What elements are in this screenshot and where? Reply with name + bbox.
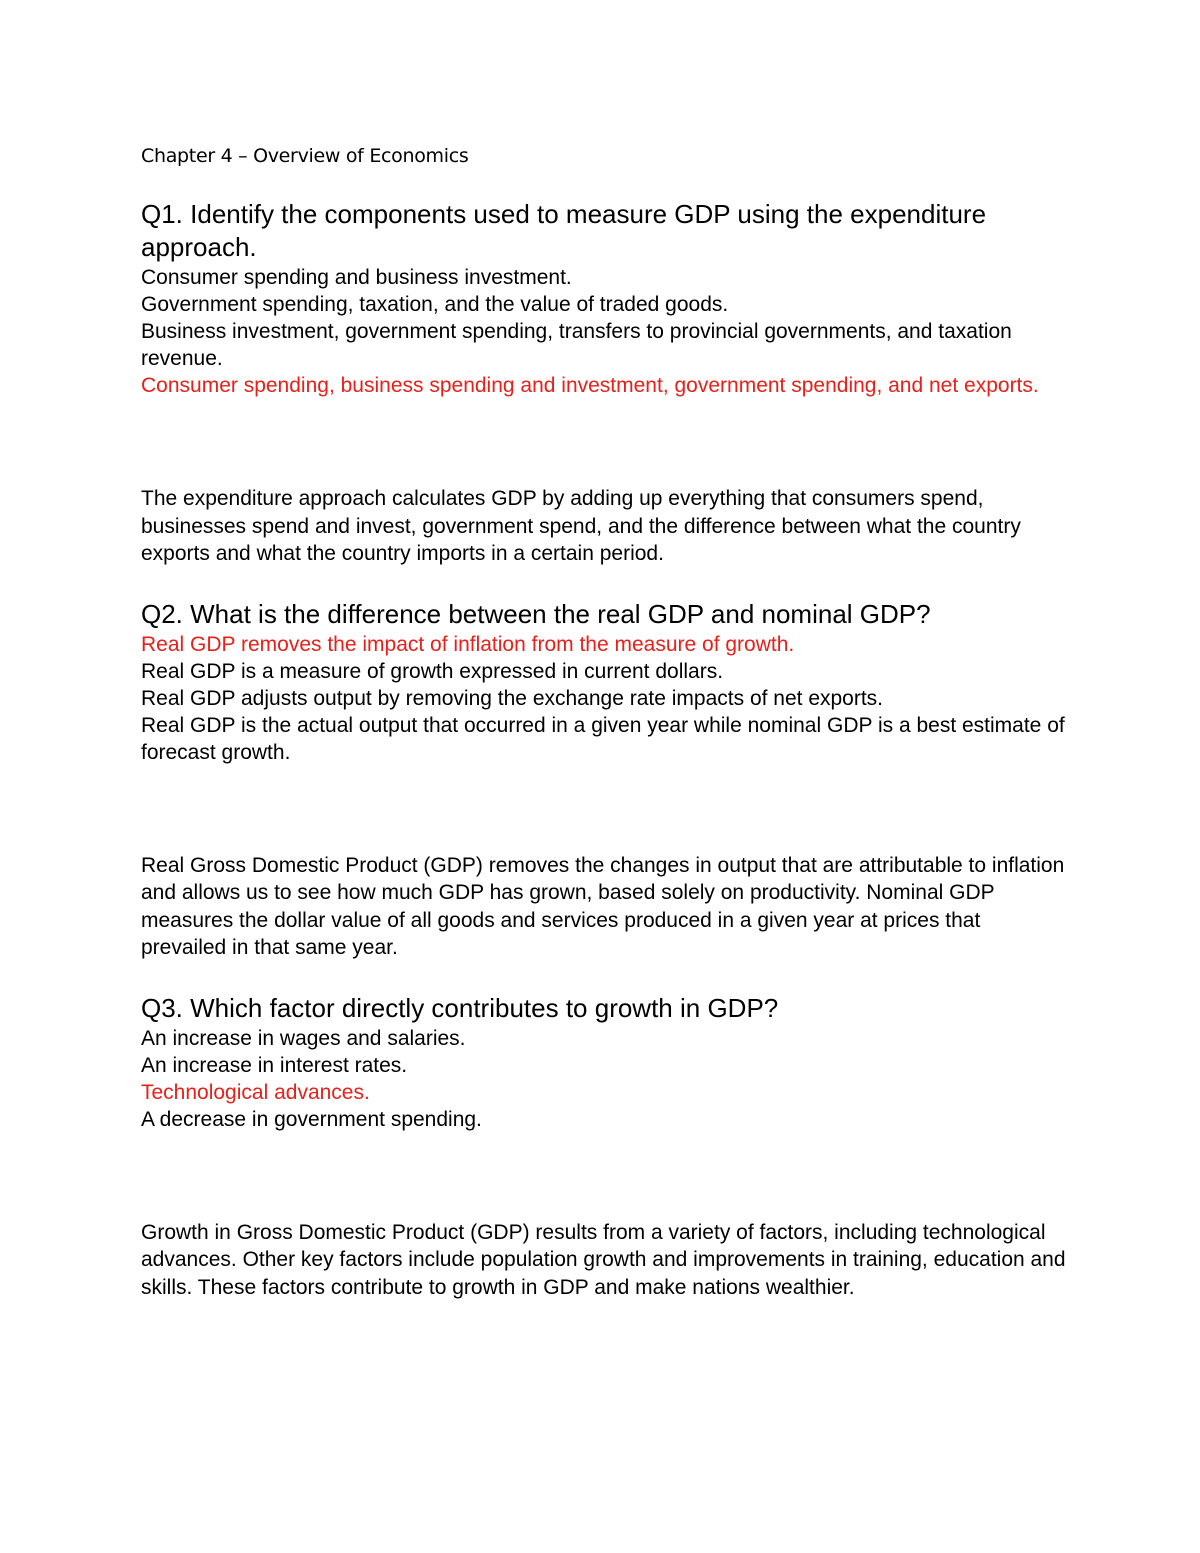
answer-explanation: Growth in Gross Domestic Product (GDP) results from a variety of factors, including technological advances. Other key factors include population growth and improvements in training, education and skills. These factors contribute to growth in GDP and make nations wealthier.	[141, 1220, 1066, 1299]
answer-option: An increase in interest rates.	[141, 1053, 408, 1077]
question-heading: Q1. Identify the components used to measure GDP using the expenditure approach.	[141, 199, 987, 262]
answer-options	[141, 264, 1071, 399]
answer-option: Real GDP adjusts output by removing the exchange rate impacts of net exports.	[141, 686, 884, 710]
answer-options	[141, 1025, 1071, 1133]
question-heading: Q2. What is the difference between the real GDP and nominal GDP?	[141, 598, 931, 629]
correct-answer-option: Technological advances.	[141, 1080, 370, 1104]
answer-option: An increase in wages and salaries.	[141, 1026, 466, 1050]
answer-option: A decrease in government spending.	[141, 1107, 482, 1131]
answer-option: Real GDP is a measure of growth expressed in current dollars.	[141, 659, 724, 683]
question-block-3	[141, 992, 1071, 1302]
answer-option: Business investment, government spending, transfers to provincial governments, and taxation revenue.	[141, 320, 1012, 370]
answer-option: Government spending, taxation, and the value of traded goods.	[141, 293, 729, 316]
answer-explanation: Real Gross Domestic Product (GDP) removes the changes in output that are attributable to inflation and allows us to see how much GDP has grown, based solely on productivity. Nominal GDP measures the dollar value of all goods and services produced in a given year at prices that prevailed in that same year.	[141, 853, 1065, 959]
correct-answer-option: Consumer spending, business spending and investment, government spending, and net exports.	[141, 374, 1039, 397]
answer-explanation: The expenditure approach calculates GDP by adding up everything that consumers spend, businesses spend and invest, government spend, and the difference between what the country exports and what the country imports in a certain period.	[141, 487, 1021, 565]
answer-options	[141, 631, 1071, 766]
correct-answer-option: Real GDP removes the impact of inflation from the measure of growth.	[141, 632, 795, 656]
answer-option: Real GDP is the actual output that occurred in a given year while nominal GDP is a best estimate of forecast growth.	[141, 713, 1065, 764]
question-block-1	[141, 198, 1071, 568]
chapter-title: Chapter 4 – Overview of Economics	[141, 145, 469, 167]
question-heading: Q3. Which factor directly contributes to growth in GDP?	[141, 992, 779, 1023]
answer-option: Consumer spending and business investment.	[141, 266, 572, 289]
document-page	[141, 140, 1071, 1301]
question-block-2	[141, 598, 1071, 962]
